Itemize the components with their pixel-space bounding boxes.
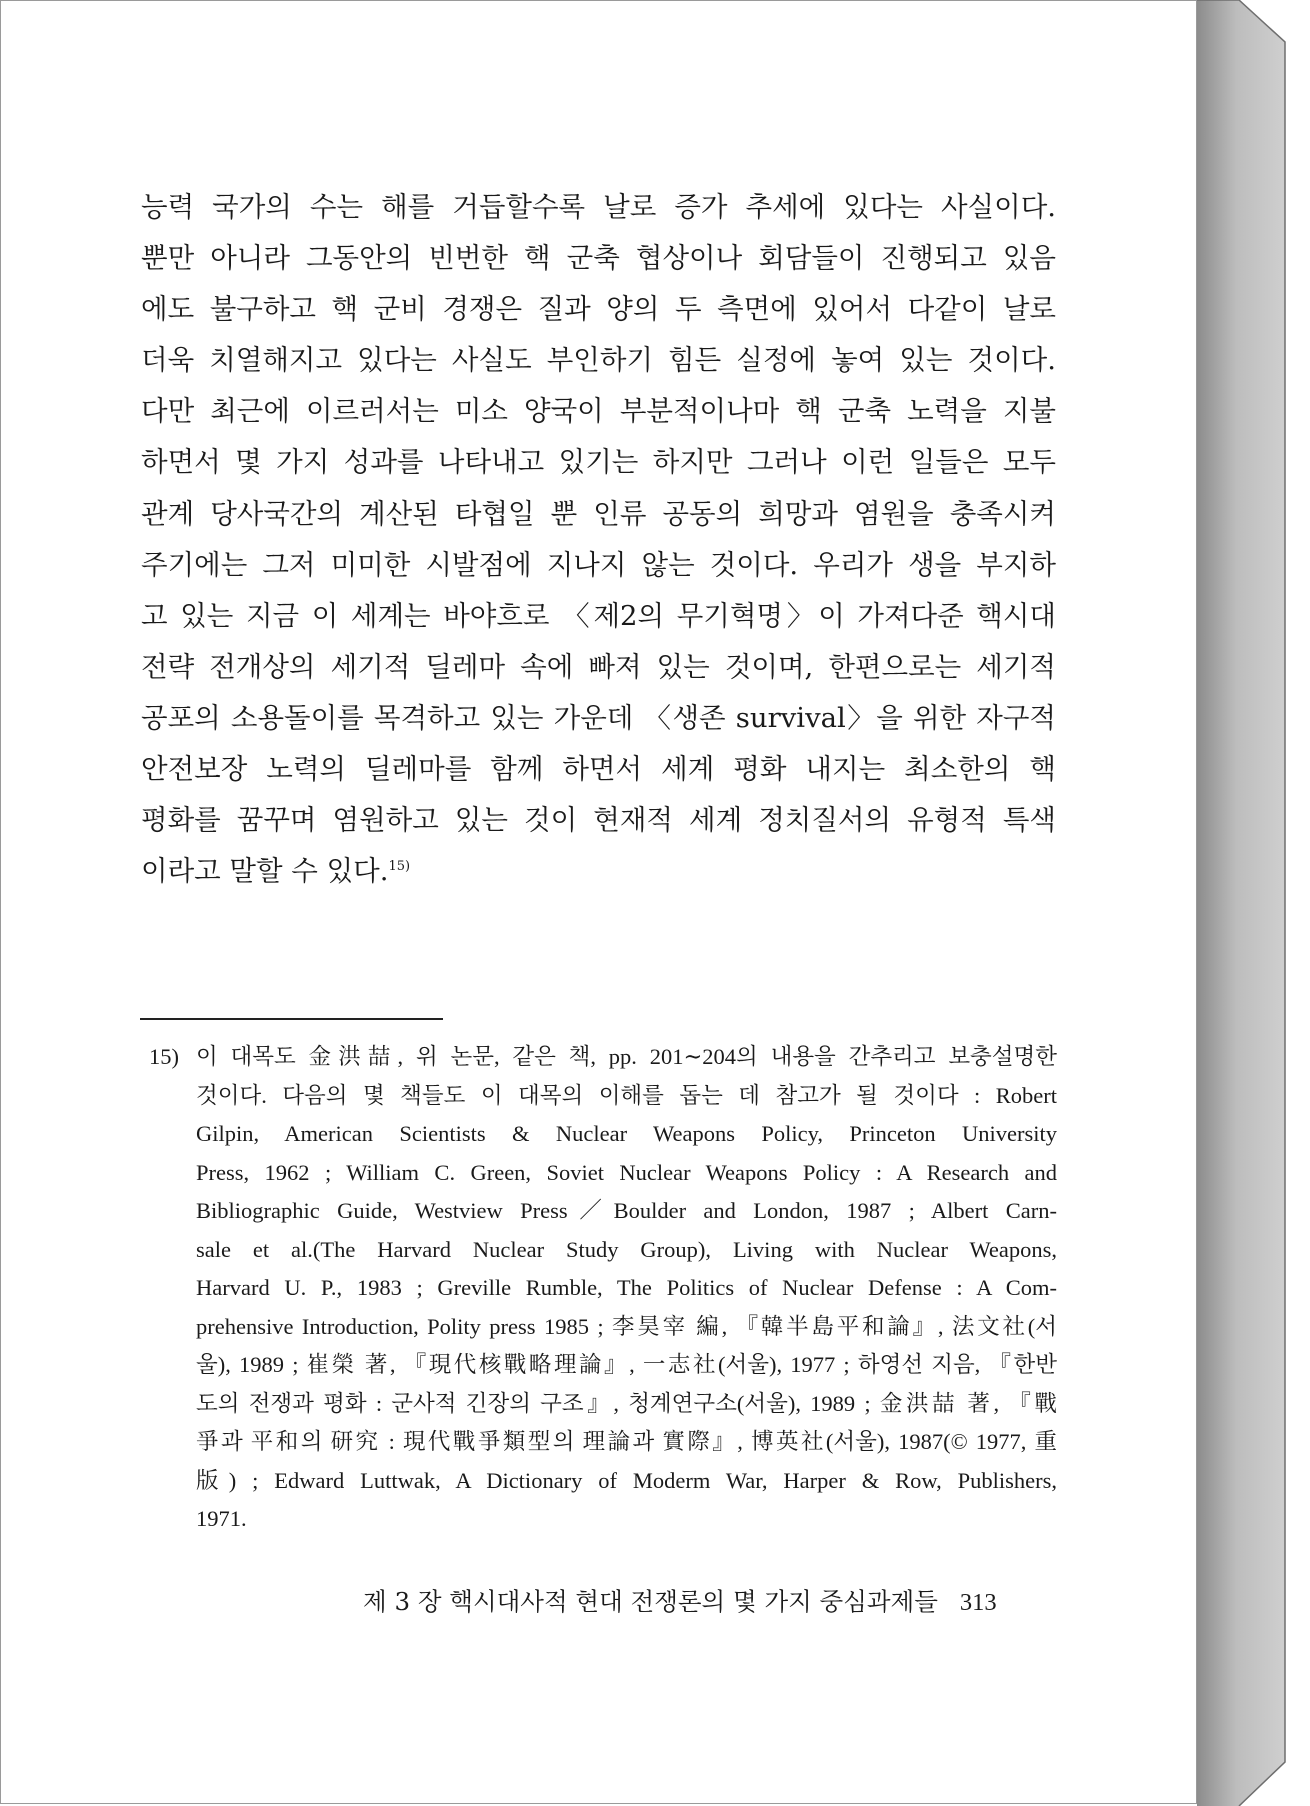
footnote-line: 版) ; Edward Luttwak, A Dictionary of Moderm War, Harper & Row, Publishers, (196, 1467, 1057, 1493)
body-line: 주기에는 그저 미미한 시발점에 지나지 않는 것이다. 우리가 생을 부지하 (141, 548, 1056, 581)
body-line: 에도 불구하고 핵 군비 경쟁은 질과 양의 두 측면에 있어서 다같이 날로 (141, 293, 1056, 326)
footnote-line: 도의 전쟁과 평화 : 군사적 긴장의 구조』, 청계연구소(서울), 1989 ; 金洪喆 著, 『戰 (196, 1390, 1057, 1416)
body-line: 하면서 몇 가지 성과를 나타내고 있기는 하지만 그러나 이런 일들은 모두 (141, 446, 1056, 479)
footnote-line: 울), 1989 ; 崔榮 著, 『現代核戰略理論』, 一志社(서울), 1977 ; 하영선 지음, 『한반 (196, 1352, 1057, 1377)
body-line: 다만 최근에 이르러서는 미소 양국이 부분적이나마 핵 군축 노력을 지불 (141, 395, 1056, 428)
body-line: 뿐만 아니라 그동안의 빈번한 핵 군축 협상이나 회담들이 진행되고 있음 (141, 242, 1056, 275)
page-number: 313 (959, 1589, 997, 1616)
footnote-number: 15) (149, 1044, 179, 1069)
footnote-separator (140, 1018, 443, 1020)
chapter-title: 제 3 장 핵시대사적 현대 전쟁론의 몇 가지 중심과제들 (363, 1587, 938, 1616)
footnote-line: sale et al.(The Harvard Nuclear Study Group), Living with Nuclear Weapons, (196, 1236, 1057, 1262)
body-line: 안전보장 노력의 딜레마를 함께 하면서 세계 평화 내지는 최소한의 핵 (141, 753, 1056, 786)
body-line: 고 있는 지금 이 세계는 바야흐로 〈제2의 무기혁명〉이 가져다준 핵시대 (141, 599, 1056, 632)
footnote-line (149, 1039, 1057, 1078)
footnote-line: 것이다. 다음의 몇 책들도 이 대목의 이해를 돕는 데 참고가 될 것이다 : Robert (196, 1082, 1057, 1108)
footnote-line: 爭과 平和의 研究 : 現代戰爭類型의 理論과 實際』, 博英社(서울), 1987(© 1977, 重 (196, 1429, 1057, 1454)
body-line: 능력 국가의 수는 해를 거듭할수록 날로 증가 추세에 있다는 사실이다. (141, 191, 1056, 223)
footnote-line: Bibliographic Guide, Westview Press／Boulder and London, 1987 ; Albert Carn- (196, 1198, 1057, 1223)
footnote-line: 1971. (196, 1506, 247, 1531)
footnote-line: prehensive Introduction, Polity press 1985 ; 李昊宰 編, 『韓半島平和論』, 法文社(서 (196, 1313, 1057, 1339)
main-body-text (141, 187, 1056, 902)
spine-graphic (1197, 0, 1287, 1806)
footnote-line: Harvard U. P., 1983 ; Greville Rumble, The Politics of Nuclear Defense : A Com- (196, 1275, 1057, 1300)
spine-face (1197, 0, 1285, 1806)
footnote-line: Press, 1962 ; William C. Green, Soviet Nuclear Weapons Policy : A Research and (196, 1159, 1057, 1185)
book-spine-edge (1197, 0, 1287, 1806)
footnote-line: Gilpin, American Scientists & Nuclear Weapons Policy, Princeton University (196, 1121, 1057, 1146)
body-line: 공포의 소용돌이를 목격하고 있는 가운데 〈생존 survival〉을 위한 자구적 (141, 701, 1056, 734)
body-line: 더욱 치열해지고 있다는 사실도 부인하기 힘든 실정에 놓여 있는 것이다. (141, 344, 1056, 377)
body-line: 관계 당사국간의 계산된 타협일 뿐 인류 공동의 희망과 염원을 충족시켜 (141, 497, 1056, 530)
footnote-text: 이 대목도 金洪喆, 위 논문, 같은 책, pp. 201∼204의 내용을 간추리고 보충설명한 (196, 1044, 1057, 1069)
footnote-15 (149, 1039, 1057, 1540)
body-line: 전략 전개상의 세기적 딜레마 속에 빠져 있는 것이며, 한편으로는 세기적 (141, 650, 1056, 683)
body-last-line (141, 851, 1056, 902)
running-footer (363, 1583, 1033, 1618)
body-line-text: 이라고 말할 수 있다. (141, 855, 389, 888)
footnote-reference[interactable]: 15) (388, 859, 411, 875)
body-line: 평화를 꿈꾸며 염원하고 있는 것이 현재적 세계 정치질서의 유형적 특색 (141, 804, 1056, 837)
